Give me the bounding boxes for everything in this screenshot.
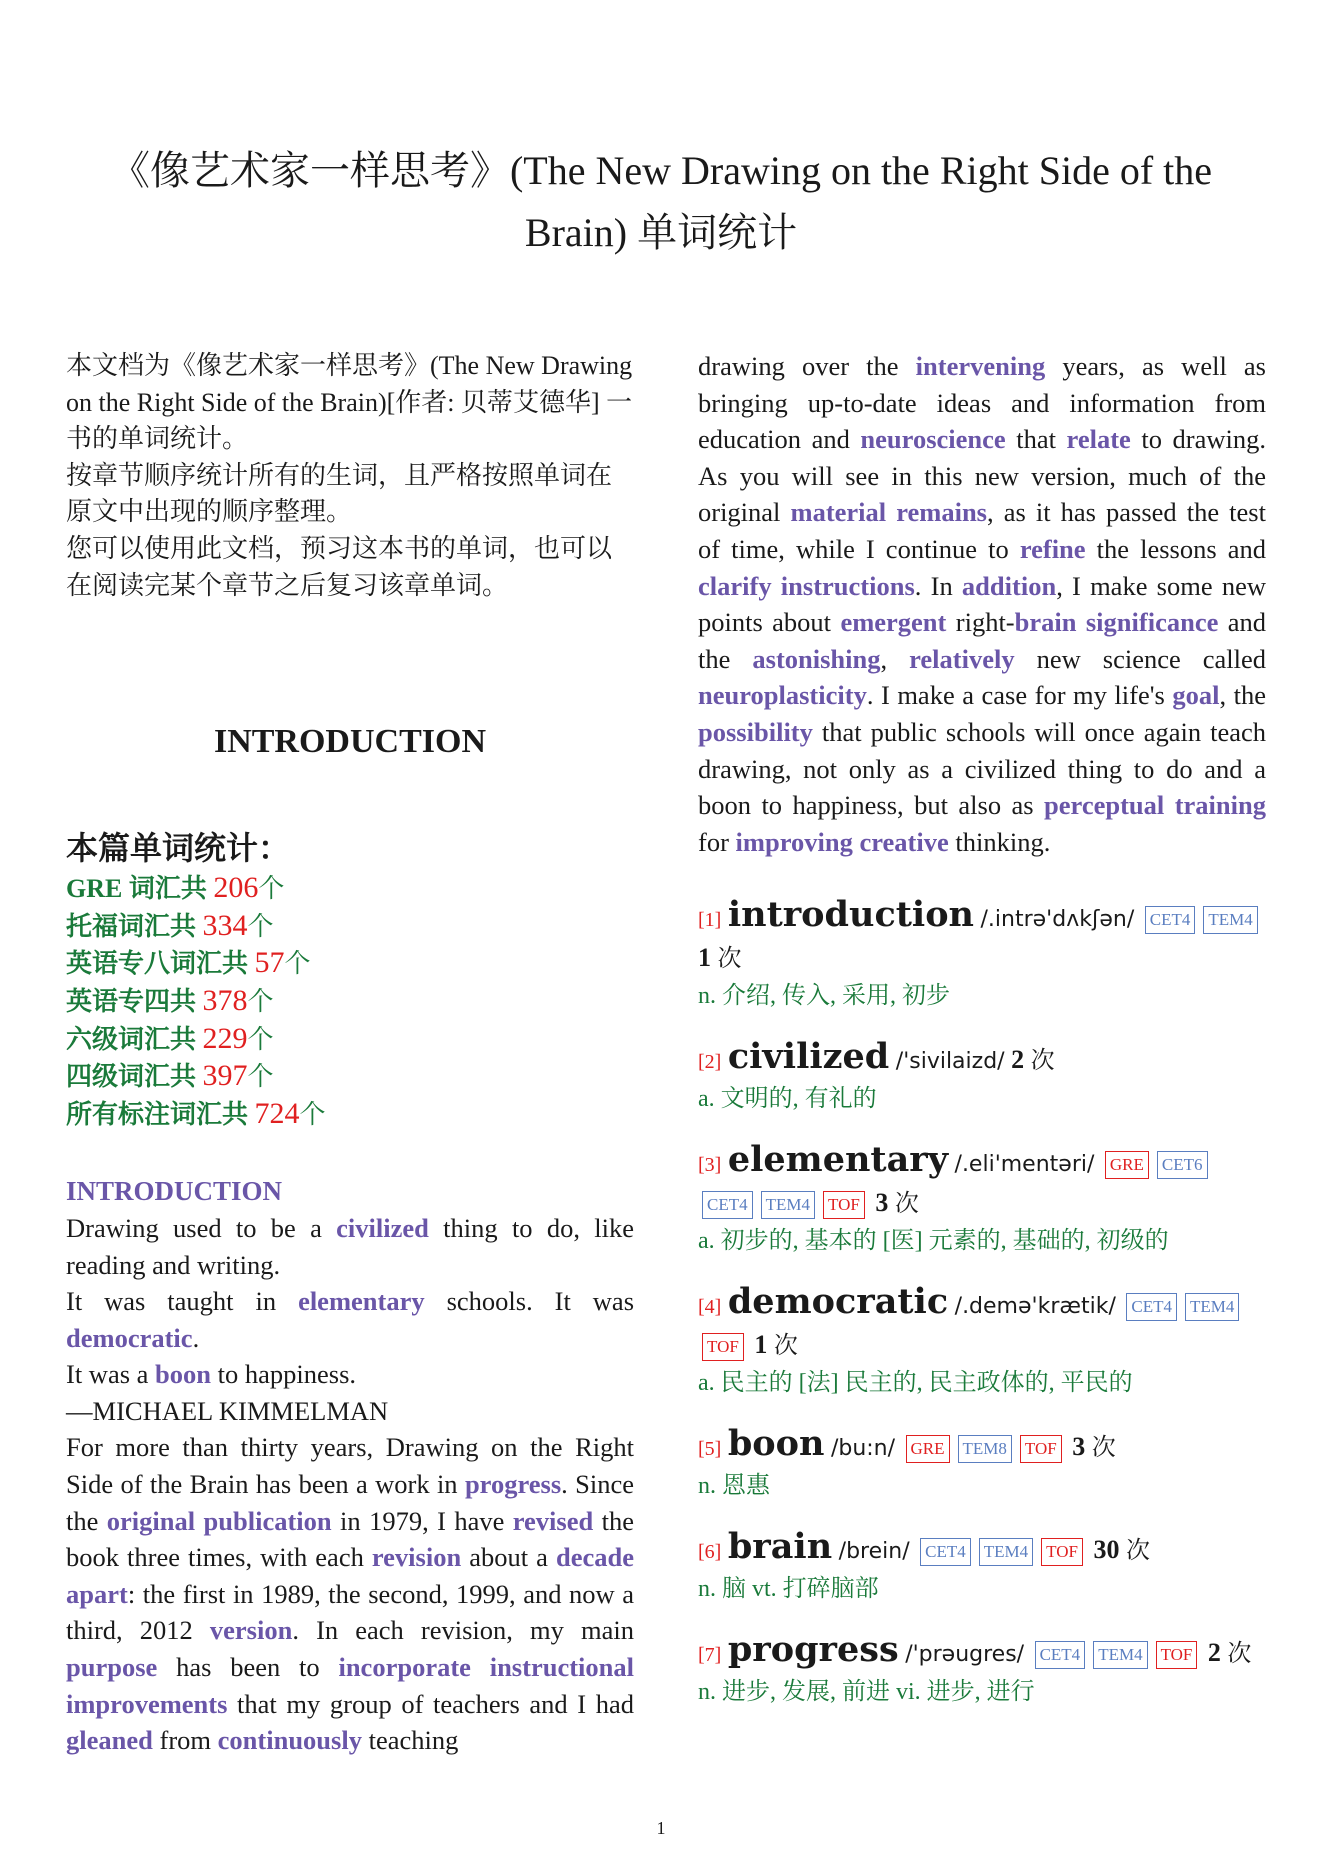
vocab-highlight: democratic bbox=[66, 1322, 193, 1353]
vocab-highlight: brain significance bbox=[1014, 607, 1219, 638]
vocab-index: [6] bbox=[698, 1541, 722, 1564]
vocab-definition: a. 文明的, 有礼的 bbox=[698, 1086, 877, 1113]
passage-attribution: —MICHAEL KIMMELMAN bbox=[66, 1395, 389, 1426]
vocab-highlight: astonishing bbox=[752, 643, 881, 674]
exam-tag: TEM4 bbox=[1203, 906, 1257, 934]
exam-tag: CET4 bbox=[920, 1538, 971, 1566]
vocab-times: 1 bbox=[754, 1330, 768, 1360]
passage-paragraph: Drawing used to be a civilized thing to do, like reading and writing. bbox=[66, 1212, 635, 1280]
intro-paragraph: 您可以使用此文档，预习这本书的单词，也可以在阅读完某个章节之后复习该章单词。 bbox=[66, 533, 613, 600]
stat-unit: 个 bbox=[247, 1062, 274, 1092]
vocab-word: progress bbox=[727, 1629, 899, 1671]
vocab-times: 1 bbox=[698, 943, 711, 973]
exam-tag: GRE bbox=[1105, 1151, 1149, 1179]
vocab-phonetic: /bu:n/ bbox=[830, 1436, 896, 1462]
vocab-index: [7] bbox=[698, 1644, 722, 1667]
vocab-phonetic: /'prəugres/ bbox=[905, 1642, 1025, 1668]
vocab-word: introduction bbox=[727, 894, 975, 936]
vocab-highlight: civilized bbox=[336, 1212, 429, 1243]
stat-label: 四级词汇共 bbox=[66, 1062, 203, 1092]
vocab-definition: a. 民主的 [法] 民主的, 民主政体的, 平民的 bbox=[698, 1370, 1133, 1397]
vocab-entry-head bbox=[698, 1141, 1266, 1223]
stat-count: 378 bbox=[202, 983, 248, 1017]
stat-label: 英语专八词汇共 bbox=[66, 949, 255, 979]
vocab-times: 2 bbox=[1207, 1638, 1221, 1668]
vocab-times-unit: 次 bbox=[773, 1333, 798, 1360]
passage-paragraph: It was taught in elementary schools. It was democratic. bbox=[66, 1286, 635, 1353]
stat-line bbox=[66, 870, 634, 908]
stat-unit: 个 bbox=[284, 949, 311, 979]
passage-paragraph-continued: drawing over the intervening years, as well as bringing up-to-date ideas and information from education and neuroscience that relate to drawing. As you will see in this new version, much of the original material remains, as it has passed the test of time, while I continue to refine the lessons and clarify instructions. In addition, I make some new points about emergent right-brain significance and the astonishing, relatively new science called neuroplasticity. I make a case for my life's goal, the possibility that public schools will once again teach drawing, not only as a civilized thing to do and a boon to happiness, but also as perceptual training for improving creative thinking. bbox=[698, 351, 1267, 857]
vocab-highlight: version bbox=[209, 1615, 293, 1646]
stat-unit: 个 bbox=[299, 1099, 326, 1129]
vocab-highlight: goal bbox=[1172, 680, 1220, 711]
vocab-phonetic: /.eli'mentəri/ bbox=[954, 1152, 1095, 1178]
stat-line bbox=[66, 908, 634, 946]
stat-label: 所有标注词汇共 bbox=[66, 1099, 255, 1129]
vocab-times-unit: 次 bbox=[1227, 1641, 1252, 1668]
vocab-times-unit: 次 bbox=[1125, 1538, 1150, 1565]
vocab-index: [2] bbox=[698, 1051, 722, 1074]
vocab-times: 3 bbox=[1072, 1432, 1086, 1462]
exam-tag: CET6 bbox=[1157, 1151, 1208, 1179]
stat-unit: 个 bbox=[247, 1024, 274, 1054]
chapter-heading: INTRODUCTION bbox=[213, 723, 487, 761]
stat-count: 334 bbox=[202, 908, 248, 942]
exam-tag: TOF bbox=[823, 1191, 865, 1219]
vocab-highlight: emergent bbox=[840, 607, 947, 638]
vocab-highlight: revision bbox=[371, 1542, 462, 1573]
vocab-times: 30 bbox=[1093, 1535, 1120, 1565]
stat-label: 托福词汇共 bbox=[66, 911, 203, 941]
intro-block bbox=[66, 348, 634, 604]
vocab-phonetic: /.demə'krætik/ bbox=[954, 1294, 1116, 1320]
vocab-highlight: purpose bbox=[66, 1652, 158, 1683]
vocab-highlight: continuously bbox=[217, 1725, 362, 1756]
vocab-index: [5] bbox=[698, 1438, 722, 1461]
vocab-highlight: perceptual training bbox=[1044, 790, 1266, 821]
vocab-highlight: neuroplasticity bbox=[698, 680, 867, 711]
vocab-highlight: clarify instructions bbox=[698, 570, 915, 601]
vocab-highlight: revised bbox=[512, 1505, 594, 1536]
exam-tag: CET4 bbox=[1145, 906, 1196, 934]
vocab-word: brain bbox=[727, 1526, 833, 1568]
vocab-entry bbox=[698, 1038, 1266, 1117]
vocab-highlight: elementary bbox=[298, 1286, 425, 1317]
stats-heading: 本篇单词统计： bbox=[66, 830, 291, 867]
vocab-definition: n. 进步, 发展, 前进 vi. 进步, 进行 bbox=[698, 1679, 1035, 1706]
vocab-index: [3] bbox=[698, 1154, 722, 1177]
exam-tag: TEM4 bbox=[1185, 1293, 1239, 1321]
exam-tag: CET4 bbox=[1126, 1293, 1177, 1321]
vocab-highlight: neuroscience bbox=[860, 424, 1006, 455]
stat-count: 206 bbox=[213, 871, 259, 905]
vocab-highlight: gleaned bbox=[66, 1725, 153, 1756]
intro-paragraph: 按章节顺序统计所有的生词，且严格按照单词在原文中出现的顺序整理。 bbox=[66, 460, 613, 527]
vocab-definition: a. 初步的, 基本的 [医] 元素的, 基础的, 初级的 bbox=[698, 1228, 1169, 1255]
vocab-times: 3 bbox=[875, 1188, 889, 1218]
stat-count: 57 bbox=[254, 946, 285, 980]
vocab-word: civilized bbox=[727, 1036, 890, 1078]
vocab-times-unit: 次 bbox=[1091, 1435, 1116, 1462]
passage-paragraph: It was a boon to happiness. bbox=[66, 1359, 357, 1390]
stat-count: 724 bbox=[254, 1096, 300, 1130]
stat-count: 229 bbox=[202, 1021, 248, 1055]
stat-unit: 个 bbox=[258, 874, 285, 904]
vocab-highlight: original publication bbox=[106, 1505, 332, 1536]
exam-tag: TOF bbox=[1020, 1435, 1062, 1463]
stat-label: GRE 词汇共 bbox=[66, 874, 214, 904]
vocab-word: democratic bbox=[727, 1281, 949, 1323]
stat-line bbox=[66, 983, 634, 1021]
vocab-highlight: refine bbox=[1019, 533, 1086, 564]
vocab-highlight: decade apart bbox=[66, 1542, 634, 1609]
vocab-highlight: intervening bbox=[915, 351, 1046, 381]
vocab-index: [1] bbox=[698, 909, 722, 932]
vocab-entry-head bbox=[698, 1283, 1266, 1365]
vocab-entry bbox=[698, 1141, 1266, 1259]
vocab-highlight: possibility bbox=[698, 716, 813, 747]
vocab-highlight: addition bbox=[961, 570, 1057, 601]
vocab-entry bbox=[698, 1283, 1266, 1401]
page-title: 《像艺术家一样思考》(The New Drawing on the Right Side of the Brain) 单词统计 bbox=[109, 148, 1213, 255]
left-column bbox=[66, 348, 634, 1759]
vocab-index: [4] bbox=[698, 1296, 722, 1319]
vocab-definition: n. 介绍, 传入, 采用, 初步 bbox=[698, 983, 950, 1010]
vocab-word: elementary bbox=[727, 1139, 949, 1181]
exam-tag: TOF bbox=[702, 1333, 744, 1361]
vocabulary-list bbox=[698, 896, 1266, 1710]
vocab-times-unit: 次 bbox=[1030, 1048, 1055, 1075]
exam-tag: TEM4 bbox=[761, 1191, 815, 1219]
vocab-times: 2 bbox=[1011, 1045, 1025, 1075]
stat-line bbox=[66, 1021, 634, 1059]
vocab-highlight: progress bbox=[464, 1469, 562, 1500]
section-heading: INTRODUCTION bbox=[66, 1176, 283, 1207]
exam-tag: TEM8 bbox=[958, 1435, 1012, 1463]
vocab-times-unit: 次 bbox=[717, 946, 742, 973]
stat-line bbox=[66, 1058, 634, 1096]
vocab-entry-head bbox=[698, 1528, 1266, 1571]
stat-line bbox=[66, 1096, 634, 1134]
vocab-phonetic: /brein/ bbox=[838, 1539, 910, 1565]
vocab-entry bbox=[698, 1425, 1266, 1504]
stat-unit: 个 bbox=[247, 986, 274, 1016]
stat-unit: 个 bbox=[247, 911, 274, 941]
vocab-entry-head bbox=[698, 1425, 1266, 1468]
exam-tag: TOF bbox=[1156, 1641, 1198, 1669]
stat-count: 397 bbox=[202, 1059, 248, 1093]
vocab-highlight: boon bbox=[155, 1359, 212, 1390]
passage-paragraph: For more than thirty years, Drawing on the Right Side of the Brain has been a work in progress. Since the original publication in 1979, I have revised the book three times, with each revision about a decade apart: the first in 1989, the second, 1999, and now a third, 2012 version. In each revision, my main purpose has been to incorporate instructional improvements that my group of teachers and I had gleaned from continuously teaching bbox=[66, 1432, 635, 1756]
vocab-word: boon bbox=[727, 1423, 825, 1465]
vocab-entry-head bbox=[698, 896, 1266, 978]
vocab-entry bbox=[698, 1631, 1266, 1710]
vocab-phonetic: /'sivilaizd/ bbox=[895, 1049, 1005, 1075]
exam-tag: TEM4 bbox=[979, 1538, 1033, 1566]
exam-tag: CET4 bbox=[1035, 1641, 1086, 1669]
vocab-entry-head bbox=[698, 1631, 1266, 1674]
vocab-entry bbox=[698, 896, 1266, 1014]
vocab-definition: n. 脑 vt. 打碎脑部 bbox=[698, 1576, 879, 1603]
intro-paragraph: 本文档为《像艺术家一样思考》(The New Drawing on the Right Side of the Brain)[作者: 贝蒂艾德华] 一书的单词统计。 bbox=[66, 351, 633, 454]
right-column bbox=[698, 348, 1266, 1710]
vocab-phonetic: /.intrə'dʌkʃən/ bbox=[980, 907, 1135, 933]
exam-tag: TEM4 bbox=[1093, 1641, 1147, 1669]
vocab-entry bbox=[698, 1528, 1266, 1607]
vocab-highlight: relate bbox=[1066, 424, 1131, 455]
exam-tag: GRE bbox=[906, 1435, 950, 1463]
vocab-highlight: relatively bbox=[909, 643, 1015, 674]
vocab-highlight: improving creative bbox=[735, 826, 949, 857]
stat-line bbox=[66, 945, 634, 983]
vocab-entry-head bbox=[698, 1038, 1266, 1081]
stats-list bbox=[66, 870, 634, 1133]
stat-label: 六级词汇共 bbox=[66, 1024, 203, 1054]
exam-tag: TOF bbox=[1041, 1538, 1083, 1566]
vocab-times-unit: 次 bbox=[894, 1191, 919, 1218]
page-number: 1 bbox=[656, 1818, 666, 1838]
exam-tag: CET4 bbox=[702, 1191, 753, 1219]
vocab-definition: n. 恩惠 bbox=[698, 1473, 770, 1500]
vocab-highlight: incorporate instructional improvements bbox=[66, 1652, 634, 1719]
vocab-highlight: material remains bbox=[790, 497, 987, 528]
stat-label: 英语专四共 bbox=[66, 986, 203, 1016]
